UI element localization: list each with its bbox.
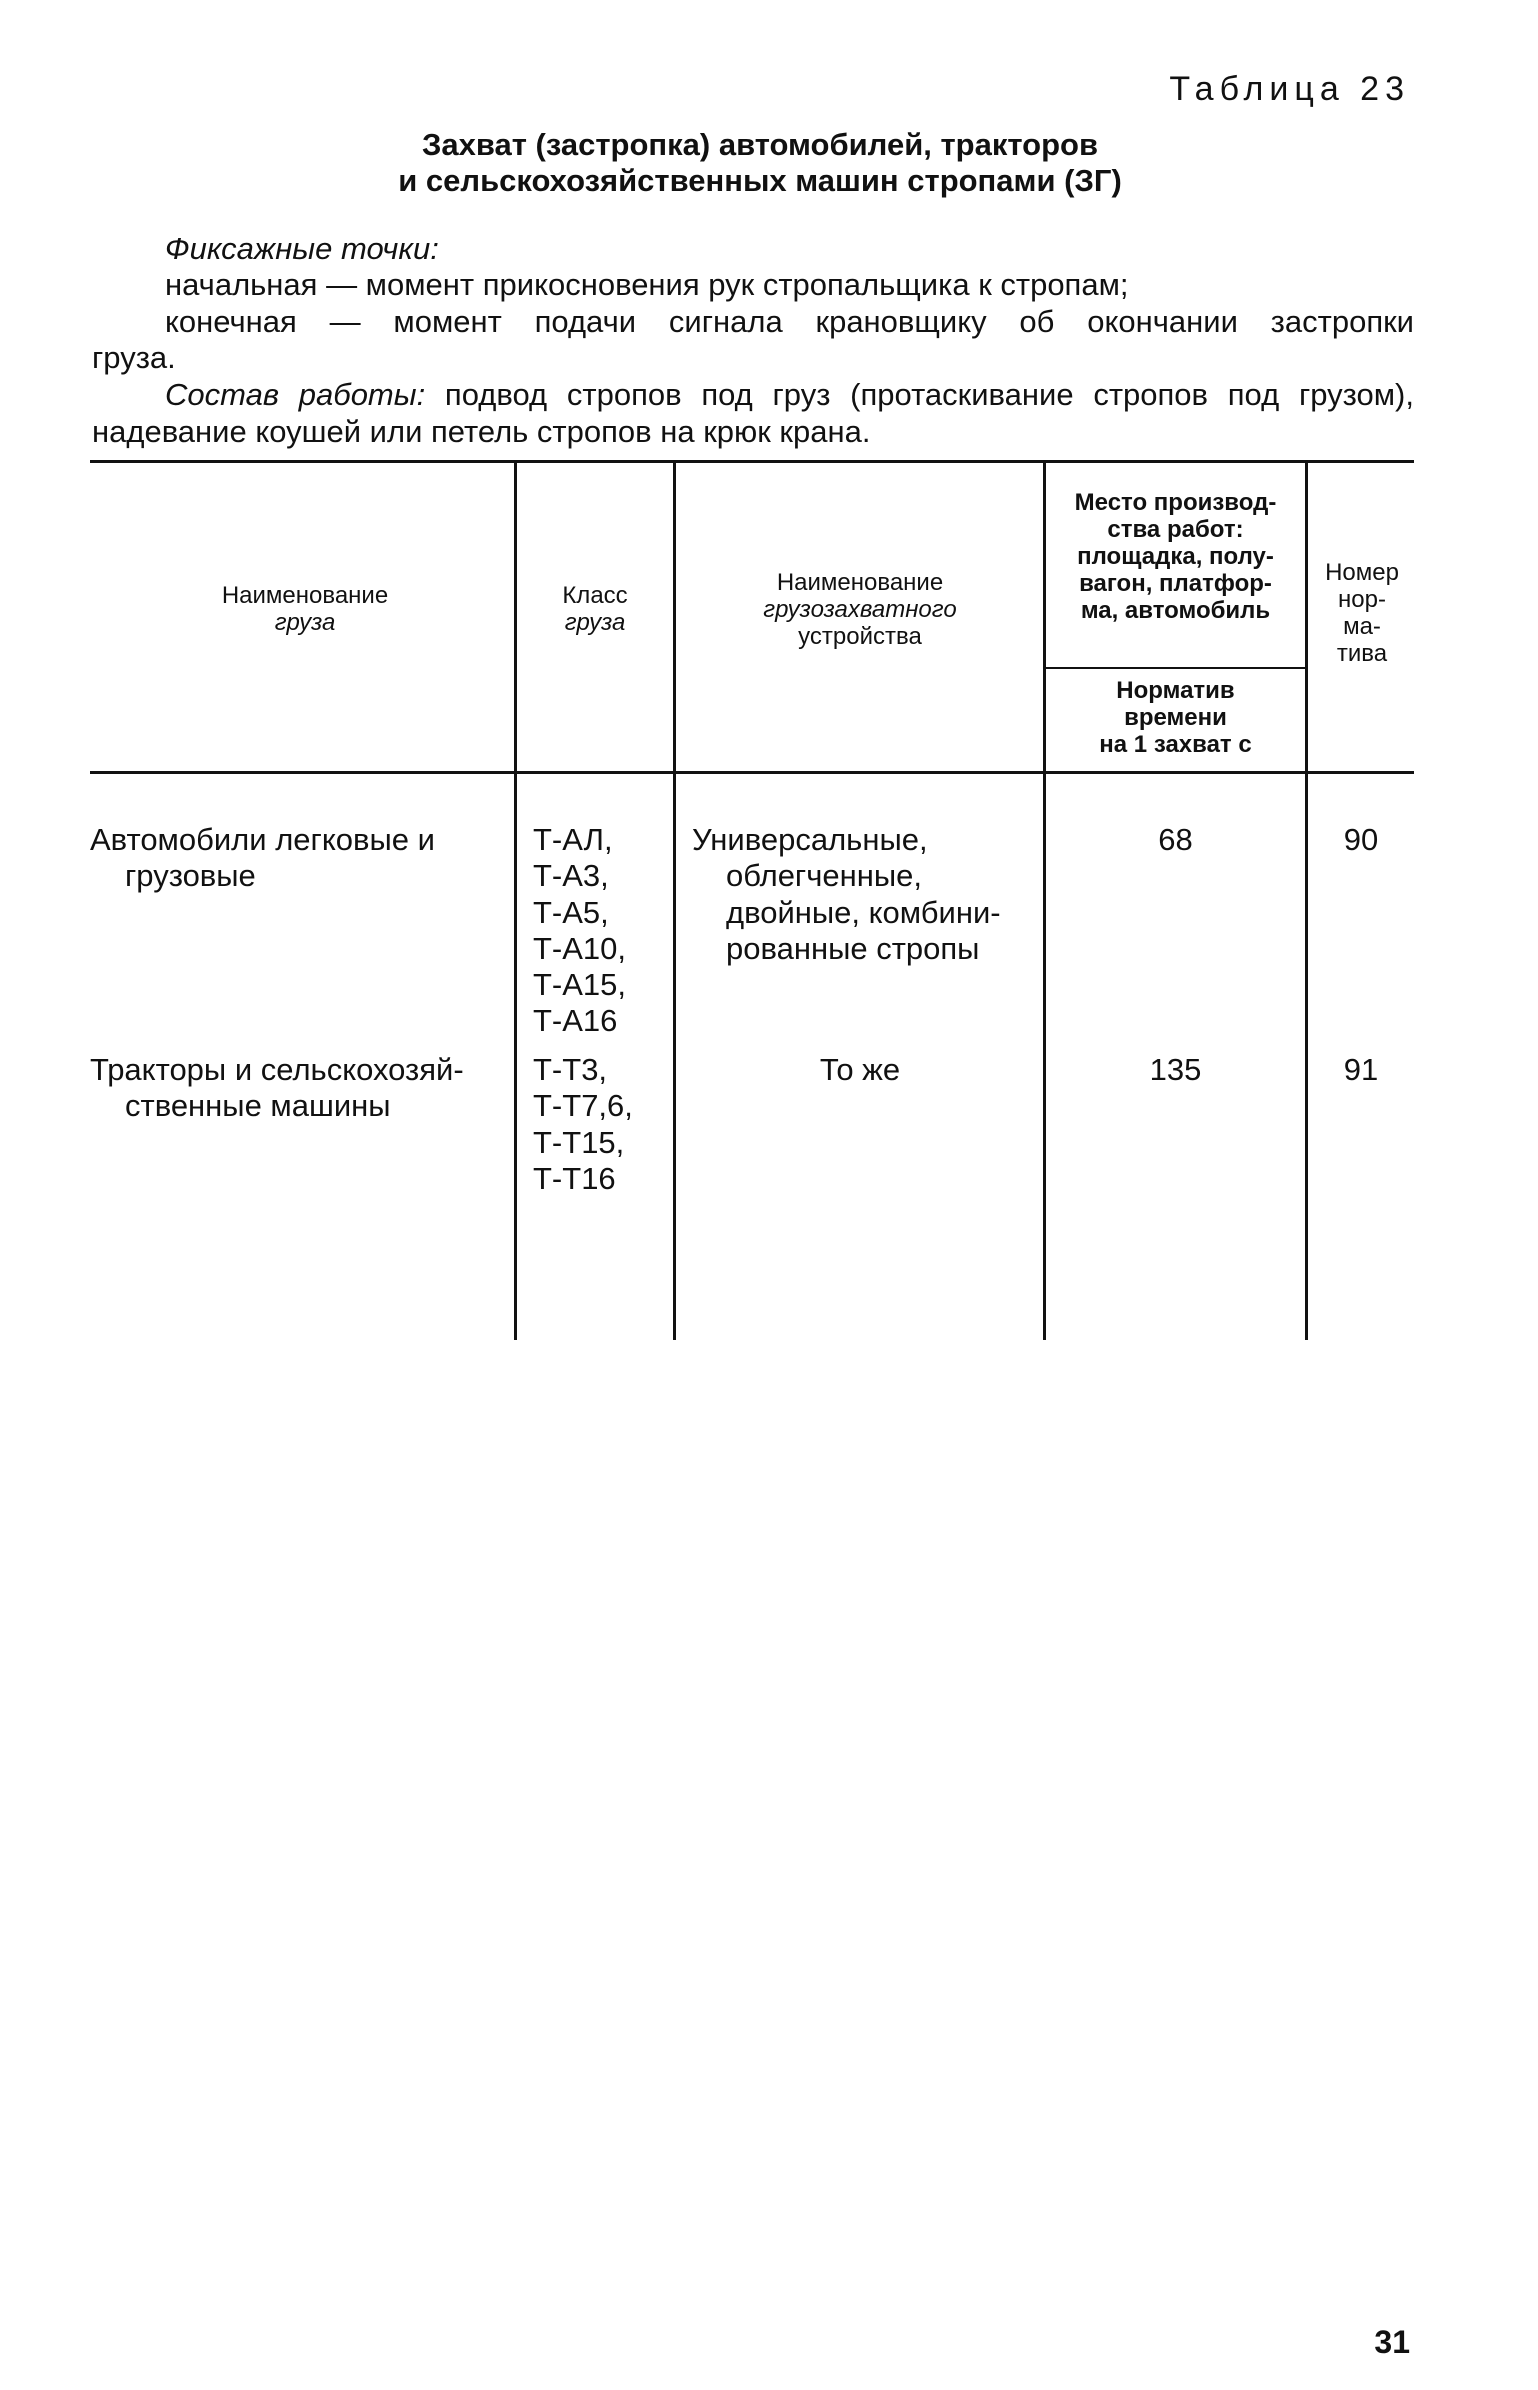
column-divider-1 — [514, 460, 517, 1340]
header-norm-time-line: времени — [1124, 703, 1227, 731]
fix-point-start: начальная — момент прикосновения рук стропальщика к стропам; — [165, 267, 1129, 302]
header-place-line: вагон, платфор- — [1079, 569, 1272, 597]
header-place-line: Место производ- — [1074, 489, 1277, 516]
page-number: 31 — [1374, 2324, 1410, 2360]
table-row-1-classes — [533, 822, 673, 1040]
header-norm-time — [1048, 678, 1303, 759]
header-cargo-class — [520, 583, 670, 637]
table-header-bottom-rule — [90, 771, 1414, 774]
header-place — [1048, 490, 1303, 624]
cell-line: Т-А16 — [533, 1003, 618, 1039]
header-device-name — [680, 570, 1040, 651]
cell-line: Т-А3, — [533, 858, 609, 894]
header-place-line: ства работ: — [1107, 515, 1244, 543]
table-row-2-classes — [533, 1052, 673, 1197]
work-content-line-2: надевание коушей или петель стропов на крюк крана. — [92, 414, 871, 449]
title-line-1: Захват (застропка) автомобилей, тракторов — [421, 127, 1099, 162]
cell-line: Т-АЛ, — [533, 822, 613, 857]
table-row-1-name — [90, 822, 510, 895]
table-row-1-number: 90 — [1343, 822, 1379, 857]
cell-line: Т-Т15, — [533, 1124, 625, 1160]
header-cargo-name — [150, 583, 460, 637]
header-device-name-line: устройства — [798, 622, 922, 650]
fix-point-end-line-1: конечная — момент подачи сигнала крановщику об окончании застропки — [165, 304, 1414, 339]
header-cargo-class-line: Класс — [562, 582, 628, 609]
cell-line: Т-Т3, — [533, 1052, 608, 1087]
column-divider-3 — [1043, 460, 1046, 1340]
fix-points-heading: Фиксажные точки: — [165, 231, 439, 266]
header-device-name-line: Наименование — [776, 569, 944, 596]
header-place-line: ма, автомобиль — [1080, 596, 1271, 624]
header-norm-time-line: Норматив — [1116, 677, 1235, 704]
header-norm-number — [1310, 560, 1414, 668]
place-header-rule — [1043, 667, 1305, 669]
table-row-2-number: 91 — [1343, 1052, 1379, 1087]
cell-line: Т-Т16 — [533, 1160, 616, 1196]
header-norm-time-line: на 1 захват с — [1099, 730, 1252, 758]
title-line-2: и сельскохозяйственных машин стропами (ЗГ) — [398, 163, 1122, 198]
column-divider-4 — [1305, 460, 1308, 1340]
cell-line: грузовые — [125, 858, 256, 894]
fix-point-end-line-2: груза. — [92, 340, 176, 375]
work-content-line-1 — [165, 378, 1414, 412]
header-norm-number-line: тива — [1336, 639, 1388, 667]
header-place-line: площадка, полу- — [1077, 542, 1274, 570]
work-content-text: подвод стропов под груз (протаскивание стропов под грузом), — [425, 377, 1414, 412]
table-top-rule — [90, 460, 1414, 463]
cell-line: Тракторы и сельскохозяй- — [90, 1052, 464, 1087]
cell-line: Т-А15, — [533, 967, 627, 1003]
header-cargo-name-line: Наименование — [221, 582, 389, 609]
cell-line: Т-А5, — [533, 894, 609, 930]
cell-line: двойные, комбини- — [726, 894, 1001, 930]
cell-line: Т-Т7,6, — [533, 1088, 633, 1124]
table-row-2-time: 135 — [1149, 1052, 1202, 1087]
table-row-1-time: 68 — [1158, 822, 1193, 857]
work-content-label: Состав работы: — [165, 377, 426, 412]
header-cargo-name-line: груза — [274, 608, 336, 636]
table-label: Таблица 23 — [1169, 70, 1410, 108]
header-norm-number-line: нор- — [1338, 585, 1386, 613]
header-device-name-line: грузозахватного — [763, 595, 957, 623]
table-row-2-device: То же — [819, 1052, 901, 1087]
cell-line: ственные машины — [125, 1088, 391, 1124]
column-divider-2 — [673, 460, 676, 1340]
header-cargo-class-line: груза — [564, 608, 626, 636]
table-row-2-name — [90, 1052, 510, 1125]
header-norm-number-line: ма- — [1343, 612, 1381, 640]
cell-line: Универсальные, — [692, 822, 928, 857]
cell-line: Т-А10, — [533, 930, 627, 966]
header-norm-number-line: Номер — [1325, 559, 1399, 586]
cell-line: Автомобили легковые и — [90, 822, 435, 857]
cell-line: рованные стропы — [726, 930, 980, 966]
cell-line: облегченные, — [726, 858, 923, 894]
table-row-1-device — [692, 822, 1042, 967]
